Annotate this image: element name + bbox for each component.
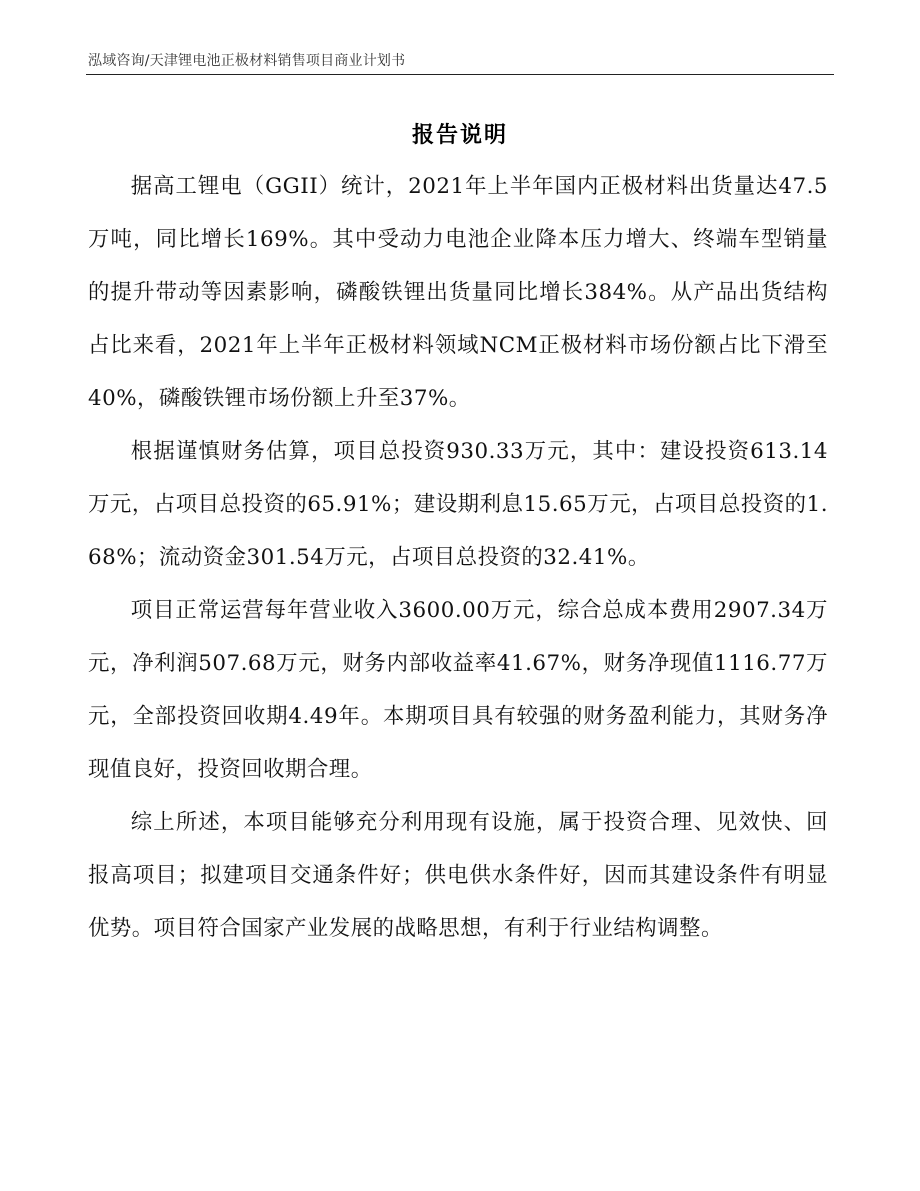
paragraph-market-overview: 据高工锂电（GGII）统计，2021年上半年国内正极材料出货量达47.5万吨，同比增长169%。其中受动力电池企业降本压力增大、终端车型销量的提升带动等因素影响，磷酸铁锂出货量同比增长384%。从产品出货结构占比来看，2021年上半年正极材料领域NCM正极材料市场份额占比下滑至40%，磷酸铁锂市场份额上升至37%。 xyxy=(88,174,828,411)
running-header: 泓域咨询/天津锂电池正极材料销售项目商业计划书 xyxy=(88,53,406,69)
document-body xyxy=(88,160,828,955)
paragraph-financial-returns: 项目正常运营每年营业收入3600.00万元，综合总成本费用2907.34万元，净利润507.68万元，财务内部收益率41.67%，财务净现值1116.77万元，全部投资回收期4.49年。本期项目具有较强的财务盈利能力，其财务净现值良好，投资回收期合理。 xyxy=(88,598,828,782)
header-divider xyxy=(86,74,834,75)
paragraph-investment-estimate: 根据谨慎财务估算，项目总投资930.33万元，其中：建设投资613.14万元，占项目总投资的65.91%；建设期利息15.65万元，占项目总投资的1.68%；流动资金301.54万元，占项目总投资的32.41%。 xyxy=(88,439,828,570)
paragraph-conclusion: 综上所述，本项目能够充分利用现有设施，属于投资合理、见效快、回报高项目；拟建项目交通条件好；供电供水条件好，因而其建设条件有明显优势。项目符合国家产业发展的战略思想，有利于行业结构调整。 xyxy=(88,810,828,941)
page-title: 报告说明 xyxy=(411,123,508,148)
